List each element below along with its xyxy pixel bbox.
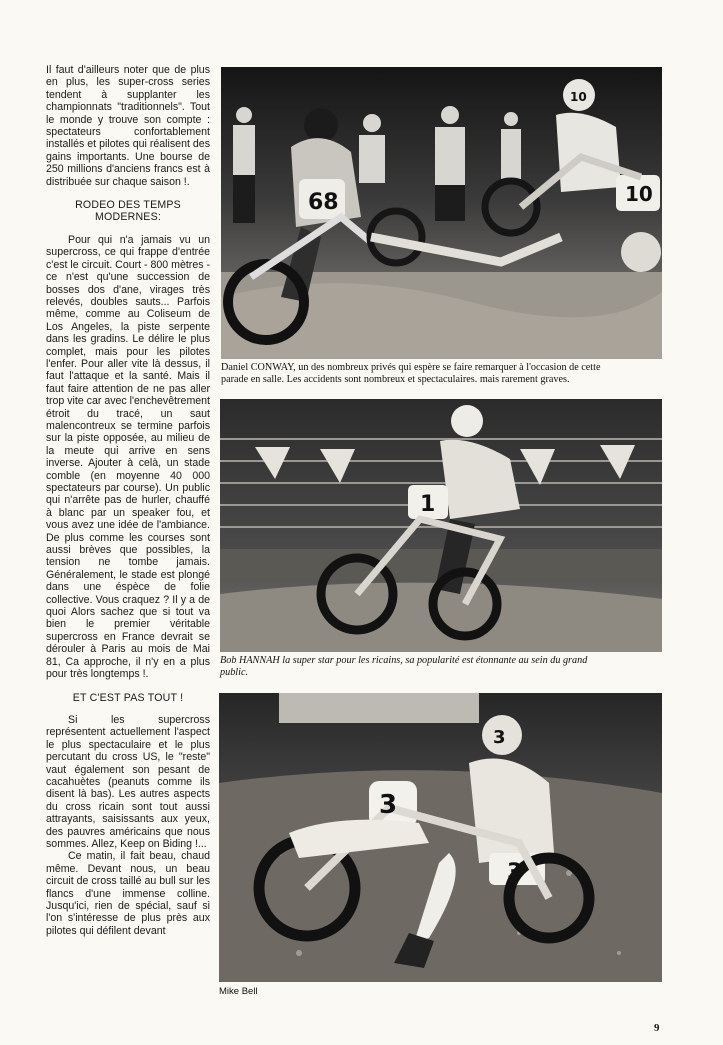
- page-number: 9: [654, 1022, 660, 1034]
- photo-crash-scene: [221, 67, 662, 359]
- number-plate-3-front: 3: [379, 790, 398, 820]
- number-helmet-3: 3: [493, 727, 506, 748]
- section-heading: RODEO DES TEMPS MODERNES:: [75, 199, 181, 224]
- photo-mike-bell: [219, 693, 662, 982]
- number-plate-10-side: 10: [625, 182, 653, 206]
- photo-3-image: [219, 693, 662, 982]
- caption-photo-3: Mike Bell: [219, 986, 258, 997]
- caption-photo-2: Bob HANNAH la super star pour les ricains, sa popularité est étonnante au sein du grand public.: [220, 655, 588, 679]
- photo-bob-hannah: [220, 399, 662, 652]
- article-paragraph: Ce matin, il fait beau, chaud même. Devant nous, un beau circuit de cross taillé au bull sur les flancs d'une immense colline. Jusqu'ici, rien de spécial, sauf si l'on s'intéresse de plus près aux pilotes qui défilent devant: [46, 850, 210, 937]
- article-column: [46, 64, 210, 937]
- caption-photo-1: Daniel CONWAY, un des nombreux privés qui espère se faire remarquer à l'occasion de cette parade en salle. Les accidents sont nombreux et spectaculaires. mais rarement graves.: [221, 362, 601, 386]
- number-helmet-10: 10: [570, 90, 587, 104]
- number-plate-1: 1: [420, 492, 436, 517]
- article-paragraph: Il faut d'ailleurs noter que de plus en plus, les super-cross series tendent à supplanter les championnats "traditionnels". Tout le monde y trouve son compte : spectateurs confortablement installés et pilotes qui réalisent des gains importants. Une bourse de 250 millions d'anciens francs est à distribuée sur chaque saison !.: [46, 64, 210, 188]
- article-paragraph: Pour qui n'a jamais vu un supercross, ce qui frappe d'entrée c'est le circuit. Court - 800 mètres - ce n'est qu'une succession de bosses dos d'ane, virages très relevés, doubles sauts... Parfois même, comme au Coliseum de Los Angeles, la piste serpente dans les gradins. Le délire le plus complet, mais pour les pilotes l'enfer. Pour aller vite là dessus, il faut l'attaque et la santé. Mais il faut faire attention de ne pas aller trop vite car avec l'enchevêtrement étroit du tracé, un saut malencontreux se termine parfois sur la piste opposée, au milieu de la meute qui arrive en sens inverse. Ajouter à celà, un stade comble (en moyenne 40 000 spectateurs par course). Un public qui n'arrête pas de hurler, chauffé à blanc par un speaker fou, et vous avez une idée de l'ambiance. De plus comme les courses sont aussi brèves que possibles, la tension ne tombe jamais. Généralement, le stade est plongé dans une éspèce de folie collective. Vous craquez ? Il y a de quoi Alors sachez que si tout va bien le premier véritable supercross en France devrait se dérouler à Paris au mois de Mai 81, Ca approche, il n'y en a plus pour très longtemps !.: [46, 233, 210, 681]
- article-paragraph: Si les supercross représentent actuellement l'aspect le plus spectaculaire et le plus percutant du cross US, le "reste" vaut également son pesant de cacahuètes (peanuts comme ils disent là bas). Les autres aspects du cross ricain sont tout aussi attrayants, saisissants aux yeux, des pauvres américains que nous sommes. Allez, Keep on Biding !...: [46, 713, 210, 850]
- photo-1-image: [221, 67, 662, 359]
- number-plate-3-side: 3: [507, 860, 523, 885]
- photo-2-image: [220, 399, 662, 652]
- number-plate-68: 68: [308, 190, 339, 215]
- section-heading: ET C'EST PAS TOUT !: [72, 691, 184, 704]
